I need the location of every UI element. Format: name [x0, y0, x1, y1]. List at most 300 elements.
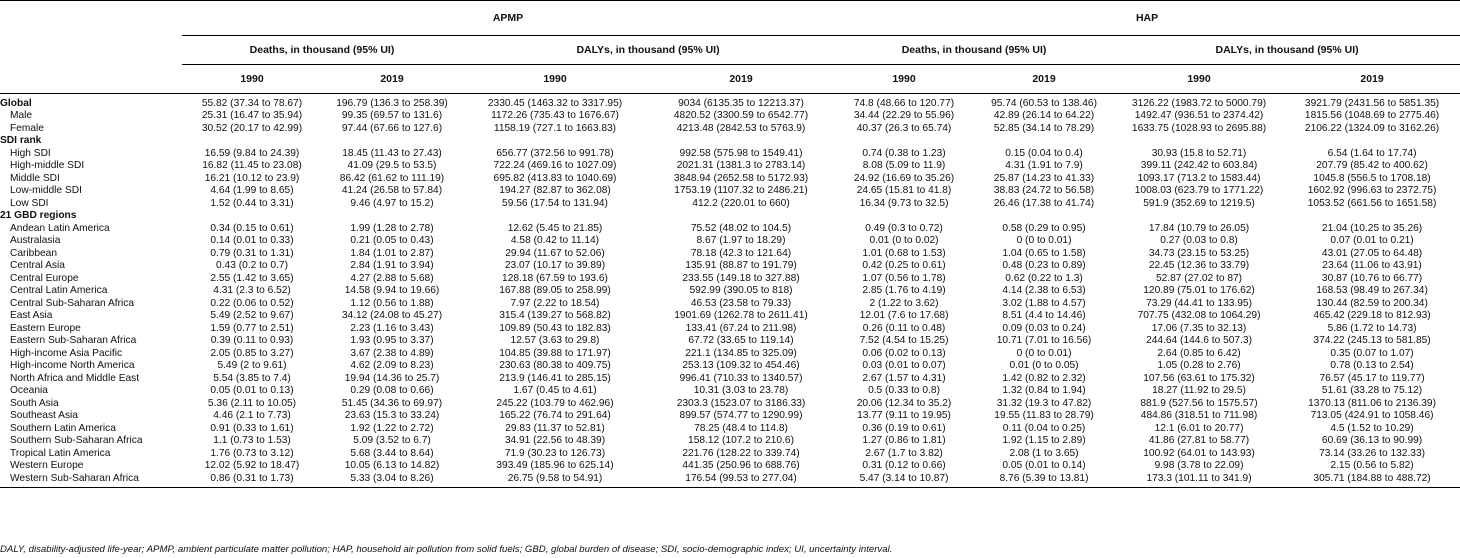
- table-cell: 0.91 (0.33 to 1.61): [210, 422, 294, 434]
- row-label: Andean Latin America: [10, 222, 110, 234]
- table-cell: 1753.19 (1107.32 to 2486.21): [674, 185, 808, 197]
- table-cell: 29.94 (11.67 to 52.06): [505, 247, 605, 259]
- year-header: 1990: [1114, 65, 1284, 94]
- table-cell: 399.11 (242.42 to 603.84): [1140, 160, 1258, 172]
- year-header: 2019: [322, 65, 462, 94]
- year-header: 1990: [462, 65, 648, 94]
- table-cell: 51.45 (34.36 to 69.97): [341, 397, 443, 409]
- table-row: [0, 423, 1460, 436]
- table-cell: 52.87 (27.02 to 87): [1155, 272, 1243, 284]
- table-cell: 881.9 (527.56 to 1575.57): [1140, 397, 1258, 409]
- table-cell: 1.01 (0.68 to 1.53): [862, 247, 946, 259]
- table-cell: 5.49 (2 to 9.61): [217, 360, 287, 372]
- table-cell: 0.05 (0.01 to 0.14): [1002, 460, 1086, 472]
- table-row: [0, 185, 1460, 198]
- table-row: [0, 198, 1460, 211]
- table-row: [0, 323, 1460, 336]
- table-cell: 4.31 (2.3 to 6.52): [213, 285, 291, 297]
- table-cell: 12.57 (3.63 to 29.8): [510, 335, 600, 347]
- table-cell: 52.85 (34.14 to 78.29): [993, 122, 1095, 134]
- table-cell: [648, 210, 834, 223]
- table-cell: 12.01 (7.6 to 17.68): [859, 310, 949, 322]
- row-label: Low-middle SDI: [10, 185, 82, 197]
- table-cell: 107.56 (63.61 to 175.32): [1143, 372, 1255, 384]
- table-cell: 0.26 (0.11 to 0.48): [862, 322, 946, 334]
- table-cell: 31.32 (19.3 to 47.82): [996, 397, 1092, 409]
- apmp-dalys-header: DALYs, in thousand (95% UI): [462, 36, 834, 65]
- row-label: South Asia: [10, 397, 59, 409]
- row-label: Low SDI: [10, 197, 49, 209]
- table-cell: 315.4 (139.27 to 568.82): [499, 310, 611, 322]
- row-label: Central Sub-Saharan Africa: [10, 297, 135, 309]
- table-cell: 41.86 (27.81 to 58.77): [1148, 435, 1250, 447]
- table-body: [0, 94, 1460, 488]
- row-label: East Asia: [10, 310, 53, 322]
- table-row: [0, 223, 1460, 236]
- table-cell: 74.8 (48.66 to 120.77): [853, 98, 955, 109]
- table-cell: 95.74 (60.53 to 138.46): [991, 98, 1097, 109]
- table-cell: 5.09 (3.52 to 6.7): [353, 435, 431, 447]
- table-cell: 230.63 (80.38 to 409.75): [499, 360, 611, 372]
- table-cell: 5.36 (2.11 to 10.05): [207, 397, 297, 409]
- table-cell: 165.22 (76.74 to 291.64): [499, 410, 611, 422]
- table-cell: 4.14 (2.38 to 6.53): [1002, 285, 1086, 297]
- table-cell: 722.24 (469.16 to 1027.09): [493, 160, 617, 172]
- row-label: Central Asia: [10, 260, 65, 272]
- table-cell: 8.67 (1.97 to 18.29): [696, 235, 786, 247]
- table-row: [0, 110, 1460, 123]
- table-cell: 899.57 (574.77 to 1290.99): [679, 410, 803, 422]
- table-cell: 2.08 (1 to 3.65): [1009, 447, 1079, 459]
- table-cell: 1093.17 (713.2 to 1583.44): [1137, 172, 1261, 184]
- table-cell: 0.58 (0.29 to 0.95): [1002, 222, 1086, 234]
- table-cell: 73.29 (44.41 to 133.95): [1146, 297, 1252, 309]
- table-cell: 0.49 (0.3 to 0.72): [865, 222, 943, 234]
- table-cell: 12.62 (5.45 to 21.85): [507, 222, 603, 234]
- table-cell: 5.33 (3.04 to 8.26): [322, 473, 462, 488]
- table-cell: 695.82 (413.83 to 1040.69): [493, 172, 617, 184]
- table-cell: 4.58 (0.42 to 11.14): [510, 235, 600, 247]
- table-cell: 2.15 (0.56 to 5.82): [1330, 460, 1414, 472]
- apmp-deaths-header: Deaths, in thousand (95% UI): [182, 36, 462, 65]
- row-label: 21 GBD regions: [0, 210, 77, 222]
- table-row: [0, 248, 1460, 261]
- table-cell: [834, 135, 974, 148]
- table-cell: 0.86 (0.31 to 1.73): [182, 473, 322, 488]
- table-cell: 42.89 (26.14 to 64.22): [993, 110, 1095, 122]
- table-cell: 1901.69 (1262.78 to 2611.41): [674, 310, 808, 322]
- table-cell: 5.86 (1.72 to 14.73): [1327, 322, 1417, 334]
- table-cell: 0.31 (0.12 to 0.66): [862, 460, 946, 472]
- section-row: [0, 135, 1460, 148]
- table-cell: 305.71 (184.88 to 488.72): [1284, 473, 1460, 488]
- table-cell: 4.62 (2.09 to 8.23): [350, 360, 434, 372]
- table-cell: [974, 135, 1114, 148]
- hap-header: HAP: [834, 1, 1460, 36]
- table-cell: [648, 135, 834, 148]
- table-row: [0, 298, 1460, 311]
- table-row: [0, 273, 1460, 286]
- table-cell: 23.07 (10.17 to 39.89): [504, 260, 606, 272]
- table-cell: 76.57 (45.17 to 119.77): [1319, 372, 1425, 384]
- table-cell: 104.85 (39.88 to 171.97): [499, 347, 611, 359]
- table-cell: 173.3 (101.11 to 341.9): [1114, 473, 1284, 488]
- row-label: High SDI: [10, 147, 51, 159]
- table-cell: 17.06 (7.35 to 32.13): [1151, 322, 1247, 334]
- table-cell: [1284, 210, 1460, 223]
- table-row: [0, 373, 1460, 386]
- table-cell: 176.54 (99.53 to 277.04): [648, 473, 834, 488]
- table-cell: 0.42 (0.25 to 0.61): [862, 260, 946, 272]
- table-cell: 3848.94 (2652.58 to 5172.93): [673, 172, 809, 184]
- hap-deaths-header: Deaths, in thousand (95% UI): [834, 36, 1114, 65]
- row-label: High-income North America: [10, 360, 135, 372]
- table-cell: 34.44 (22.29 to 55.96): [853, 110, 955, 122]
- table-cell: 30.52 (20.17 to 42.99): [201, 122, 303, 134]
- table-cell: 0.01 (0 to 0.05): [1009, 360, 1079, 372]
- table-cell: 75.52 (48.02 to 104.5): [690, 222, 792, 234]
- table-cell: 16.59 (9.84 to 24.39): [204, 147, 300, 159]
- row-label: SDI rank: [0, 135, 42, 147]
- table-row: [0, 398, 1460, 411]
- table-cell: 591.9 (352.69 to 1219.5): [1143, 197, 1255, 209]
- table-row: [0, 123, 1460, 136]
- table-cell: [974, 210, 1114, 223]
- table-cell: 71.9 (30.23 to 126.73): [504, 447, 606, 459]
- table-row: [0, 335, 1460, 348]
- table-cell: 0.34 (0.15 to 0.61): [210, 222, 294, 234]
- table-cell: 41.24 (26.58 to 57.84): [341, 185, 443, 197]
- table-cell: [182, 135, 322, 148]
- table-cell: 194.27 (82.87 to 362.08): [499, 185, 611, 197]
- table-cell: 128.18 (67.59 to 193.6): [502, 272, 608, 284]
- table-cell: 1.05 (0.28 to 2.76): [1157, 360, 1241, 372]
- row-label: Southeast Asia: [10, 410, 78, 422]
- row-label: Western Europe: [10, 460, 84, 472]
- table-cell: 2106.22 (1324.09 to 3162.26): [1304, 122, 1440, 134]
- table-cell: 4.46 (2.1 to 7.73): [213, 410, 291, 422]
- table-cell: 0.78 (0.13 to 2.54): [1330, 360, 1414, 372]
- table-row: [0, 435, 1460, 448]
- table-cell: 1.92 (1.22 to 2.72): [350, 422, 434, 434]
- row-label: Australasia: [10, 235, 61, 247]
- table-cell: 5.47 (3.14 to 10.87): [834, 473, 974, 488]
- table-cell: 86.42 (61.62 to 111.19): [339, 172, 445, 184]
- table-cell: 0 (0 to 0.01): [1016, 235, 1072, 247]
- table-cell: 2.67 (1.7 to 3.82): [865, 447, 943, 459]
- table-cell: 4.64 (1.99 to 8.65): [210, 185, 294, 197]
- table-cell: 21.04 (10.25 to 35.26): [1321, 222, 1423, 234]
- table-cell: [1114, 135, 1284, 148]
- table-cell: 8.08 (5.09 to 11.9): [862, 160, 946, 172]
- table-cell: 120.89 (75.01 to 176.62): [1143, 285, 1255, 297]
- table-cell: 0.74 (0.38 to 1.23): [862, 147, 946, 159]
- year-header: 2019: [1284, 65, 1460, 94]
- table-cell: 0.14 (0.01 to 0.33): [210, 235, 294, 247]
- table-cell: [834, 210, 974, 223]
- table-cell: [462, 135, 648, 148]
- table-cell: 19.55 (11.83 to 28.79): [994, 410, 1094, 422]
- table-cell: 3126.22 (1983.72 to 5000.79): [1131, 98, 1267, 109]
- table-cell: 12.1 (6.01 to 20.77): [1154, 422, 1244, 434]
- table-cell: 1.32 (0.84 to 1.94): [1002, 385, 1086, 397]
- table-cell: 8.51 (4.4 to 14.46): [1002, 310, 1086, 322]
- table-cell: 656.77 (372.56 to 991.78): [496, 147, 614, 159]
- table-cell: 46.53 (23.58 to 79.33): [690, 297, 792, 309]
- row-label: Western Sub-Saharan Africa: [0, 473, 182, 488]
- row-label: North Africa and Middle East: [10, 372, 140, 384]
- table-cell: 10.71 (7.01 to 16.56): [996, 335, 1092, 347]
- row-label: Central Latin America: [10, 285, 108, 297]
- table-cell: 207.79 (85.42 to 400.62): [1316, 160, 1428, 172]
- table-cell: 2.23 (1.16 to 3.43): [350, 322, 434, 334]
- table-cell: 38.83 (24.72 to 56.58): [993, 185, 1095, 197]
- table-cell: 99.35 (69.57 to 131.6): [341, 110, 443, 122]
- table-cell: 8.76 (5.39 to 13.81): [974, 473, 1114, 488]
- table-cell: 17.84 (10.79 to 26.05): [1148, 222, 1250, 234]
- table-cell: [182, 210, 322, 223]
- table-cell: 97.44 (67.66 to 127.6): [341, 122, 443, 134]
- table-cell: 1.93 (0.95 to 3.37): [350, 335, 434, 347]
- table-cell: 592.99 (390.05 to 818): [689, 285, 793, 297]
- table-cell: 9034 (6135.35 to 12213.37): [678, 98, 804, 109]
- table-cell: [462, 210, 648, 223]
- table-cell: 4.5 (1.52 to 10.29): [1330, 422, 1414, 434]
- table-cell: 34.91 (22.56 to 48.39): [504, 435, 606, 447]
- table-cell: 20.06 (12.34 to 35.2): [856, 397, 952, 409]
- row-label: Eastern Europe: [10, 322, 81, 334]
- table-cell: 1.27 (0.86 to 1.81): [862, 435, 946, 447]
- table-cell: 713.05 (424.91 to 1058.46): [1310, 410, 1434, 422]
- table-cell: 4820.52 (3300.59 to 6542.77): [673, 110, 809, 122]
- table-cell: 26.46 (17.38 to 41.74): [993, 197, 1095, 209]
- table-cell: 0.29 (0.08 to 0.66): [350, 385, 434, 397]
- table-cell: 14.58 (9.94 to 19.66): [344, 285, 440, 297]
- table-cell: 1602.92 (996.63 to 2372.75): [1307, 185, 1437, 197]
- table-cell: 167.88 (89.05 to 258.99): [499, 285, 611, 297]
- table-cell: 484.86 (318.51 to 711.98): [1140, 410, 1258, 422]
- table-cell: 244.64 (144.6 to 507.3): [1146, 335, 1252, 347]
- table-cell: 130.44 (82.59 to 200.34): [1316, 297, 1428, 309]
- table-cell: 1370.13 (811.06 to 2136.39): [1308, 397, 1436, 409]
- section-row: [0, 210, 1460, 223]
- table-cell: 40.37 (26.3 to 65.74): [856, 122, 952, 134]
- table-cell: 13.77 (9.11 to 19.95): [857, 410, 951, 422]
- table-cell: 0 (0 to 0.01): [1016, 347, 1072, 359]
- row-label: Eastern Sub-Saharan Africa: [10, 335, 137, 347]
- year-header: 2019: [974, 65, 1114, 94]
- table-cell: 0.62 (0.22 to 1.3): [1005, 272, 1083, 284]
- table-cell: 253.13 (109.32 to 454.46): [682, 360, 800, 372]
- table-cell: 73.14 (33.26 to 132.33): [1319, 447, 1426, 459]
- table-cell: 0.22 (0.06 to 0.52): [210, 297, 294, 309]
- table-cell: 51.61 (33.28 to 75.12): [1321, 385, 1423, 397]
- row-label: Central Europe: [10, 272, 79, 284]
- table-cell: 1.52 (0.44 to 3.31): [210, 197, 294, 209]
- table-cell: 1045.8 (556.5 to 1708.18): [1313, 172, 1431, 184]
- row-label: Southern Sub-Saharan Africa: [10, 435, 143, 447]
- table-cell: 9.46 (4.97 to 15.2): [350, 197, 434, 209]
- table-cell: 0.79 (0.31 to 1.31): [210, 247, 294, 259]
- section-row: [0, 94, 1460, 111]
- year-header: 1990: [834, 65, 974, 94]
- table-cell: 12.02 (5.92 to 18.47): [204, 460, 300, 472]
- table-cell: 168.53 (98.49 to 267.34): [1316, 285, 1428, 297]
- table-cell: 4.27 (2.88 to 5.68): [350, 272, 434, 284]
- table-cell: 1.1 (0.73 to 1.53): [213, 435, 291, 447]
- hap-dalys-header: DALYs, in thousand (95% UI): [1114, 36, 1460, 65]
- table-cell: 1.59 (0.77 to 2.51): [210, 322, 294, 334]
- table-cell: 1.92 (1.15 to 2.89): [1002, 435, 1086, 447]
- table-row: [0, 148, 1460, 161]
- table-row: [0, 173, 1460, 186]
- table-cell: 2303.3 (1523.07 to 3186.33): [676, 397, 806, 409]
- row-label: Middle SDI: [10, 172, 60, 184]
- row-label: Tropical Latin America: [10, 447, 111, 459]
- table-cell: 7.52 (4.54 to 15.25): [859, 335, 949, 347]
- table-cell: 30.87 (10.76 to 66.77): [1321, 272, 1423, 284]
- table-cell: 0.07 (0.01 to 0.21): [1330, 235, 1414, 247]
- table-cell: 5.54 (3.85 to 7.4): [213, 372, 291, 384]
- table-cell: 78.18 (42.3 to 121.64): [690, 247, 792, 259]
- table-cell: 29.83 (11.37 to 52.81): [505, 422, 605, 434]
- table-row: [0, 473, 1460, 488]
- table-footnote: DALY, disability-adjusted life-year; APMP, ambient particulate matter pollution; HAP, household air pollution from solid fuels; GBD, global burden of disease; SDI, socio-demographic index; UI, uncertainty interval.: [0, 544, 893, 555]
- table-cell: [1284, 135, 1460, 148]
- table-cell: 30.93 (15.8 to 52.71): [1151, 147, 1247, 159]
- row-label: Southern Latin America: [10, 422, 116, 434]
- row-label: Global: [0, 98, 32, 109]
- row-label: High-middle SDI: [10, 160, 85, 172]
- table-cell: 100.92 (64.01 to 143.93): [1143, 447, 1255, 459]
- table-cell: 4.31 (1.91 to 7.9): [1005, 160, 1083, 172]
- table-cell: 10.31 (3.03 to 23.78): [693, 385, 789, 397]
- table-cell: 0.05 (0.01 to 0.13): [210, 385, 294, 397]
- table-cell: 1.12 (0.56 to 1.88): [350, 297, 434, 309]
- table-cell: 25.87 (14.23 to 41.33): [993, 172, 1095, 184]
- table-cell: 213.9 (146.41 to 285.15): [499, 372, 611, 384]
- table-cell: 0.48 (0.23 to 0.89): [1002, 260, 1086, 272]
- table-cell: 221.1 (134.85 to 325.09): [685, 347, 797, 359]
- table-cell: 1053.52 (661.56 to 1651.58): [1307, 197, 1437, 209]
- table-cell: 2.05 (0.85 to 3.27): [210, 347, 294, 359]
- table-cell: 16.21 (10.12 to 23.9): [204, 172, 300, 184]
- table-cell: 992.58 (575.98 to 1549.41): [679, 147, 803, 159]
- table-cell: 0.39 (0.11 to 0.93): [210, 335, 294, 347]
- table-cell: 3.02 (1.88 to 4.57): [1002, 297, 1086, 309]
- table-cell: 9.98 (3.78 to 22.09): [1154, 460, 1244, 472]
- table-cell: 133.41 (67.24 to 211.98): [685, 322, 797, 334]
- table-cell: 2 (1.22 to 3.62): [869, 297, 939, 309]
- table-cell: 24.65 (15.81 to 41.8): [856, 185, 952, 197]
- table-cell: 26.75 (9.58 to 54.91): [462, 473, 648, 488]
- table-cell: 2.55 (1.42 to 3.65): [210, 272, 294, 284]
- table-cell: 0.06 (0.02 to 0.13): [862, 347, 946, 359]
- table-cell: 135.91 (88.87 to 191.79): [685, 260, 797, 272]
- table-cell: 41.09 (29.5 to 53.5): [347, 160, 437, 172]
- table-cell: 34.73 (23.15 to 53.25): [1148, 247, 1250, 259]
- table-cell: 1492.47 (936.51 to 2374.42): [1134, 110, 1264, 122]
- table-cell: 24.92 (16.69 to 35.26): [853, 172, 955, 184]
- table-cell: 34.12 (24.08 to 45.27): [341, 310, 443, 322]
- table-cell: 0.11 (0.04 to 0.25): [1002, 422, 1086, 434]
- row-label: Oceania: [10, 385, 48, 397]
- table-cell: 0.43 (0.2 to 0.7): [216, 260, 288, 272]
- table-cell: 67.72 (33.65 to 119.14): [688, 335, 794, 347]
- table-cell: [322, 210, 462, 223]
- table-row: [0, 235, 1460, 248]
- table-cell: 43.01 (27.05 to 64.48): [1321, 247, 1423, 259]
- table-cell: 1633.75 (1028.93 to 2695.88): [1131, 122, 1267, 134]
- table-cell: 221.76 (128.22 to 339.74): [682, 447, 800, 459]
- table-cell: 0.5 (0.33 to 0.8): [868, 385, 940, 397]
- table-cell: 2.64 (0.85 to 6.42): [1157, 347, 1241, 359]
- table-cell: 19.94 (14.36 to 25.7): [344, 372, 440, 384]
- table-cell: 374.22 (245.13 to 581.85): [1313, 335, 1431, 347]
- table-cell: 7.97 (2.22 to 18.54): [510, 297, 600, 309]
- table-cell: 6.54 (1.64 to 17.74): [1327, 147, 1417, 159]
- table-cell: 23.63 (15.3 to 33.24): [344, 410, 440, 422]
- table-cell: 233.55 (149.18 to 327.88): [682, 272, 800, 284]
- row-label: Caribbean: [10, 247, 58, 259]
- table-cell: 0.01 (0 to 0.02): [869, 235, 939, 247]
- table-cell: 1158.19 (727.1 to 1663.83): [493, 122, 617, 134]
- table-cell: 1.67 (0.45 to 4.61): [513, 385, 597, 397]
- table-row: [0, 260, 1460, 273]
- table-cell: 2021.31 (1381.3 to 2783.14): [676, 160, 806, 172]
- table-cell: 59.56 (17.54 to 131.94): [502, 197, 608, 209]
- table-cell: 1.04 (0.65 to 1.58): [1002, 247, 1086, 259]
- table-cell: 0.36 (0.19 to 0.61): [862, 422, 946, 434]
- table-cell: 78.25 (48.4 to 114.8): [694, 422, 788, 434]
- table-row: [0, 360, 1460, 373]
- table-cell: 109.89 (50.43 to 182.83): [499, 322, 611, 334]
- table-cell: 393.49 (185.96 to 625.14): [496, 460, 614, 472]
- table-cell: [1114, 210, 1284, 223]
- table-cell: 16.34 (9.73 to 32.5): [859, 197, 949, 209]
- row-label: High-income Asia Pacific: [10, 347, 123, 359]
- table-row: [0, 410, 1460, 423]
- table-cell: 0.15 (0.04 to 0.4): [1005, 147, 1083, 159]
- table-cell: 25.31 (16.47 to 35.94): [201, 110, 303, 122]
- table-cell: 0.27 (0.03 to 0.8): [1160, 235, 1238, 247]
- table-cell: 1.42 (0.82 to 2.32): [1002, 372, 1086, 384]
- table-row: [0, 310, 1460, 323]
- table-row: [0, 448, 1460, 461]
- table-cell: 1172.26 (735.43 to 1676.67): [491, 110, 619, 122]
- table-cell: 18.27 (11.92 to 29.5): [1152, 385, 1246, 397]
- table-cell: 3.67 (2.38 to 4.89): [350, 347, 434, 359]
- table-cell: [322, 135, 462, 148]
- table-cell: 22.45 (12.36 to 33.79): [1148, 260, 1250, 272]
- table-row: [0, 160, 1460, 173]
- table-row: [0, 460, 1460, 473]
- table-cell: 2.84 (1.91 to 3.94): [350, 260, 434, 272]
- table-cell: 441.35 (250.96 to 688.76): [682, 460, 800, 472]
- table-cell: 2330.45 (1463.32 to 3317.95): [487, 98, 623, 109]
- table-row: [0, 348, 1460, 361]
- row-label: Female: [10, 122, 44, 134]
- table-cell: 1008.03 (623.79 to 1771.22): [1134, 185, 1264, 197]
- stub-header: [0, 1, 182, 36]
- table-cell: 60.69 (36.13 to 90.99): [1321, 435, 1423, 447]
- table-cell: 5.49 (2.52 to 9.67): [210, 310, 294, 322]
- year-header: 1990: [182, 65, 322, 94]
- table-cell: 5.68 (3.44 to 8.64): [350, 447, 434, 459]
- table-cell: 55.82 (37.34 to 78.67): [201, 98, 303, 109]
- table-cell: 3921.79 (2431.56 to 5851.35): [1304, 98, 1440, 109]
- table-cell: 1.84 (1.01 to 2.87): [350, 247, 434, 259]
